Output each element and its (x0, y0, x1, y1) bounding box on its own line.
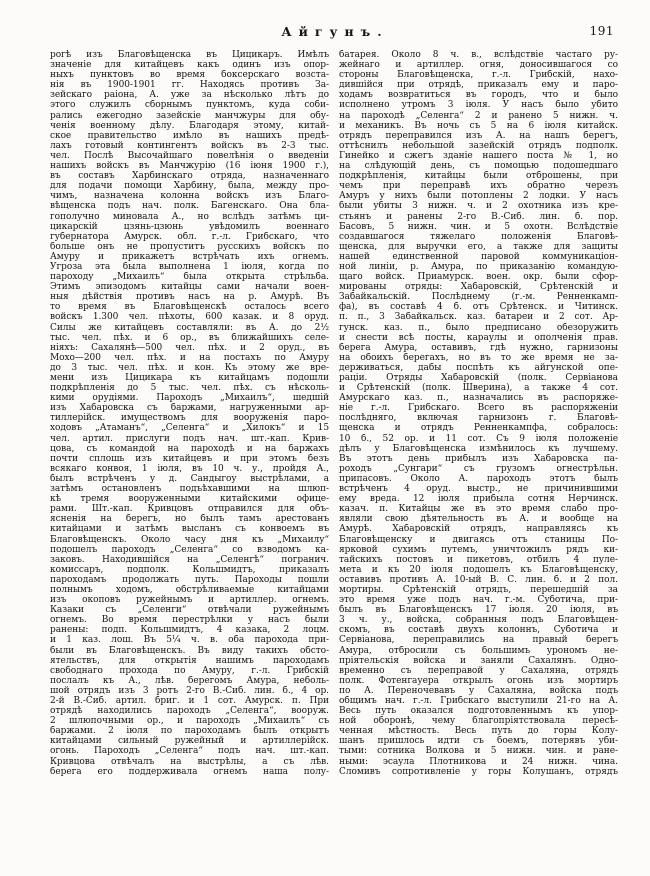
text-line: берега его поддерживала огнемъ наша полу- (50, 766, 329, 777)
text-line: и 1 каз. лош. Въ 5¼ ч. в. оба парохода при- (50, 635, 329, 646)
text-line: и механикъ. Въ ночь съ 5 на 6 іюля китайск. (339, 120, 618, 131)
text-line: губернатора Амурск. обл. г.-л. Грибскаго, что (50, 231, 329, 242)
text-line: держиваться, дабы поспѣть къ айгунской опе- (339, 362, 618, 373)
text-line: тиллерійск. имуществомъ для вооруженія паро- (50, 413, 329, 424)
text-line: подкрѣпленія до 5 тыс. чел. пѣх. съ нѣсколь- (50, 383, 329, 394)
text-line: цикарскій цзянь-цзюнь увѣдомилъ военнаго (50, 221, 329, 232)
text-line: ныя дѣйствія противъ насъ на р. Амурѣ. Въ (50, 292, 329, 303)
text-line: были въ Благовѣщенскъ. Въ виду такихъ обсто- (50, 645, 329, 656)
text-line: ной линіи, р. Амура, по приказанію командую- (339, 261, 618, 272)
text-line: войскъ 1.300 чел. пѣхоты, 600 казак. и 8 оруд. (50, 312, 329, 323)
text-line: и снести всѣ посты, караулы и ополченія прав. (339, 332, 618, 343)
text-line: Угроза эта была выполнена 1 іюля, когда по (50, 261, 329, 272)
text-line: заковъ. Находившійся на „Селенгѣ“ погранич. (50, 554, 329, 565)
book-page (0, 24, 650, 876)
text-line: свободнаго прохода по Амуру, г.-л. Грибскій (50, 665, 329, 676)
text-line: Амуръ у нихъ были потоплены 2 лодки. У насъ (339, 191, 618, 202)
text-line: зейскаго раіона, А. уже за нѣсколько лѣтъ до (50, 90, 329, 101)
article-text (50, 50, 618, 777)
text-line: ему вреда. 12 іюля прибыла сотня Нерчинск. (339, 494, 618, 505)
text-line: лахъ готовый контингентъ войскъ въ 2-3 тыс. (50, 140, 329, 151)
text-line: мированы отряды: Хабаровскій, Срѣтенскій и (339, 282, 618, 293)
text-line: кими орудіями. Пароходъ „Михаилъ“, шедшій (50, 393, 329, 404)
text-line: 2 шлюпочными ор., и пароходъ „Михаилъ“ съ (50, 716, 329, 727)
text-line: создавшагося тяжелаго положенія Благовѣ- (339, 231, 618, 242)
text-line: ское правительство имѣло въ нашихъ предѣ- (50, 130, 329, 141)
text-line: временно съ переправой у Сахаляна, отрядъ (339, 665, 618, 676)
text-line: больше онъ не пропуститъ русскихъ войскъ по (50, 241, 329, 252)
text-line: общимъ нач. г.-л. Грибскаго выступили 21-го на А. (339, 696, 618, 706)
text-line: по А. Переночевавъ у Сахаляна, войска подъ (339, 685, 618, 696)
text-line: щенска, для выручки его, а также для защиты (339, 241, 618, 252)
text-line: былъ въ Благовѣщенскъ 17 іюля. 20 іюля, въ (339, 605, 618, 616)
text-line: почти сплошь изъ китайцевъ и при этомъ безъ (50, 453, 329, 464)
text-line: китайцами и затѣмъ высланъ съ конвоемъ въ (50, 524, 329, 535)
text-line: исполнено утромъ 3 іюля. У насъ было убито (339, 100, 618, 111)
text-line: это время уже подъ нач. г.-м. Суботича, при- (339, 595, 618, 606)
text-line: комиссаръ, подполк. Кольшмидтъ, приказалъ (50, 564, 329, 575)
text-line: стороны Благовѣщенска, г.-л. Грибскій, нахо- (339, 70, 618, 81)
text-line: баржами. 2 іюля по пароходамъ былъ открытъ (50, 726, 329, 737)
text-line: Силы же китайцевъ составляли: въ А. до 2½ (50, 322, 329, 333)
text-line: щаго войск. Приамурск. воен. окр. были сфор- (339, 272, 618, 283)
text-line: въ составъ Харбинскаго отряда, назначеннаго (50, 171, 329, 182)
text-line: ной оборонѣ, чему благопріятствовала пересѣ- (339, 716, 618, 727)
text-line: Казаки съ „Селенги“ отвѣчали ружейнымъ (50, 605, 329, 616)
text-line: пароходамъ продолжать путь. Пароходы пошли (50, 574, 329, 585)
text-line: послалъ къ А., лѣв. берегомъ Амура, неболь- (50, 675, 329, 686)
text-line: дившійся при отрядѣ, приказалъ ему и паро- (339, 80, 618, 91)
text-line: и Срѣтенскій (полк. Шверина), а также 4 сот. (339, 383, 618, 394)
text-line: затѣмъ остановленъ подъѣхавшими на шлюп- (50, 484, 329, 495)
text-line: Амуру и прикажетъ встрѣчать ихъ огнемъ. (50, 251, 329, 262)
page-number: 191 (589, 24, 614, 38)
text-line: этого служилъ сборнымъ пунктомъ, куда соби- (50, 100, 329, 111)
text-line: былъ встрѣченъ у д. Сандыгоу выстрѣлами, а (50, 473, 329, 484)
text-line: 2-й В.-Сиб. артил. бриг. и 1 сот. Амурск. п. При (50, 696, 329, 706)
text-column-right (339, 50, 618, 777)
text-line: отрядѣ находились пароходъ „Селенга“, вооруж. (50, 706, 329, 717)
text-line: Гинейко и сжегъ зданіе нашего поста № 1, но (339, 150, 618, 161)
text-line: ходамъ возвратиться въ городъ, что и было (339, 90, 618, 101)
text-line: шанъ пришлось идти съ боемъ, потерявъ уби- (339, 736, 618, 747)
text-line: встрѣченъ 4 оруд. выстр., не причинившими (339, 484, 618, 495)
text-line: Благовѣщенскъ. Около часу дня къ „Михаилу“ (50, 534, 329, 545)
text-line: стьянъ и ранены 2-го В.-Сиб. лин. б. пор. (339, 211, 618, 222)
text-line: Сервіанова, переправились на правый берегъ (339, 635, 618, 646)
text-line: ныхъ пунктовъ во время боксерскаго возста- (50, 70, 329, 81)
running-title: Айгунъ. (281, 24, 389, 39)
text-line: Забайкальскій. Послѣднему (г.-м. Ренненкамп- (339, 292, 618, 303)
text-line: ранены: подп. Кольшмидтъ, 4 казака, 2 лоцм. (50, 625, 329, 636)
text-line: Басовъ, 5 нижн. чин. и 5 охотн. Вслѣдствіе (339, 221, 618, 232)
text-line: казач. п. Китайцы же въ это время слабо про- (339, 504, 618, 515)
text-line: жейнаго и артиллер. огня, доносившагося со (339, 60, 618, 71)
text-line: нашей единственной паровой коммуникаціон- (339, 251, 618, 262)
page-header (50, 24, 620, 39)
text-line: подкрѣпленія, китайцы были отброшены, при (339, 171, 618, 182)
text-line: кѣ тремя вооруженными китайскими офице- (50, 494, 329, 505)
text-line: роходъ „Сунгари“ съ грузомъ огнестрѣльн. (339, 463, 618, 474)
text-line: рогѣ изъ Благовѣщенска въ Цицикаръ. Имѣлъ (50, 50, 329, 60)
text-line: гунск. каз. п., было предписано обезоружить (339, 322, 618, 333)
text-line: были убиты 3 нижн. ч. и 2 охотника изъ кре- (339, 201, 618, 212)
text-line: пароходу „Михаилъ“ была открыта стрѣльба. (50, 272, 329, 283)
text-line: тайскихъ постовъ и пикетовъ, отбилъ 4 пуле- (339, 554, 618, 565)
text-line: являли свою дѣятельность въ А. и вообще на (339, 514, 618, 525)
text-line: берега Амура, оставивъ, гдѣ нужно, гарнизоны (339, 342, 618, 353)
text-line: ярковой сухимъ путемъ, уничтожилъ рядъ ки- (339, 544, 618, 555)
text-line: отрядъ переправился изъ А. на нашъ берегъ, (339, 130, 618, 141)
text-line: припасовъ. Около А. пароходъ этотъ былъ (339, 473, 618, 484)
text-line: полнымъ ходомъ, обстрѣливаемые китайцами (50, 584, 329, 595)
text-line: ными: эсаула Плотникова и 24 нижн. чина. (339, 756, 618, 767)
text-column-left (50, 50, 329, 777)
text-line: Амура, отбросили съ большимъ урономъ не- (339, 645, 618, 656)
text-line: полк. Фотенгауера открылъ огонь изъ мортиръ (339, 675, 618, 686)
text-line: оттѣснилъ небольшой зазейскій отрядъ подполк. (339, 140, 618, 151)
text-line: 3 ч. у., войска, собранныя подъ Благовѣщен- (339, 615, 618, 626)
text-line: ченія военному дѣлу. Благодаря этому, китай- (50, 120, 329, 131)
text-line: ніе г.-л. Грибскаго. Всего въ распоряженіи (339, 403, 618, 414)
text-line: ченная мѣстность. Весь путь до горы Колу- (339, 726, 618, 737)
text-line: 10 б., 52 ор. и 11 сот. Съ 9 іюля положеніе (339, 433, 618, 444)
text-line: п. п., 3 Забайкальск. каз. батареи и 2 сот. Ар- (339, 312, 618, 323)
text-line: мени изъ Цицикара къ китайцамъ подошли (50, 373, 329, 383)
text-line: чемъ при переправѣ ихъ обратно черезъ (339, 181, 618, 192)
text-line: чел. Послѣ Высочайшаго повелѣнія о введеніи (50, 150, 329, 161)
text-line: на обоихъ берегахъ, но въ то же время не за- (339, 352, 618, 363)
text-line: гополучно миновала А., но вслѣдъ затѣмъ ци- (50, 211, 329, 222)
text-line: Мохо—200 чел. пѣх. и на постахъ по Амуру (50, 352, 329, 363)
text-line: фа), въ составѣ 4 б. отъ Срѣтенск. и Читинск. (339, 302, 618, 313)
text-line: цова, съ командой на пароходѣ и на баржахъ (50, 443, 329, 454)
text-line: вѣщенска подъ нач. полк. Багенскаго. Она бла- (50, 201, 329, 212)
text-line: дѣлъ у Благовѣщенска измѣнилось къ лучшему. (339, 443, 618, 454)
text-line: значеніе для китайцевъ какъ одинъ изъ опор- (50, 60, 329, 71)
text-line: рались ежегодно зазейскіе манчжуры для обу- (50, 110, 329, 121)
text-line: мортиры. Срѣтенскій отрядъ, перешедшій за (339, 584, 618, 595)
text-line: для подачи помощи Харбину, была, между про- (50, 181, 329, 192)
text-line: чимъ, назначена колонна войскъ изъ Благо- (50, 191, 329, 202)
text-line: нашихъ войскъ въ Манчжурію (16 іюня 1900 г.), (50, 161, 329, 172)
text-line: тыми: сотника Волкова и 5 нижн. чин. и ране- (339, 746, 618, 757)
text-line: чел. артил. прислуги подъ нач. шт.-кап. Крив- (50, 433, 329, 444)
text-line: ясненія на берегъ, но былъ тамъ арестованъ (50, 514, 329, 525)
text-line: тыс. чел. пѣх. и 6 ор., въ ближайшихъ селе- (50, 332, 329, 343)
text-line: Амурскаго каз. п., назначались въ распоряже- (339, 393, 618, 404)
text-line: рами. Шт.-кап. Кривцовъ отправился для объ- (50, 504, 329, 515)
text-line: огнемъ. Во время перестрѣлки у насъ были (50, 615, 329, 626)
text-line: ходовъ „Атаманъ“, „Селенга“ и „Хилокъ“ и 15 (50, 423, 329, 434)
text-line: Амурѣ. Хабаровскій отрядъ, направляясь къ (339, 524, 618, 535)
text-line: шой отрядъ изъ 3 ротъ 2-го В.-Сиб. лин. б., 4 ор. (50, 685, 329, 696)
text-line: китайцами сильный ружейный и артиллерійск. (50, 736, 329, 747)
text-line: ніяхъ: Сахалянѣ—500 чел. пѣх. и 2 оруд., въ (50, 342, 329, 353)
text-line: изъ Хабаровска съ баржами, нагруженными ар- (50, 403, 329, 414)
text-line: Сломивъ сопротивленіе у горы Колушанъ, отрядъ (339, 766, 618, 777)
text-line: мета и къ 20 іюля подошелъ къ Благовѣщенску, (339, 564, 618, 575)
text-line: на слѣдующій день, съ помощью подошедшаго (339, 161, 618, 172)
text-line: Кривцова отвѣчалъ на выстрѣлы, а съ лѣв. (50, 756, 329, 767)
text-line: изъ окоповъ ружейнымъ и артиллер. огнемъ. (50, 595, 329, 606)
text-line: Въ этотъ день прибылъ изъ Хабаровска па- (339, 453, 618, 464)
text-line: всякаго конвоя, 1 іюля, въ 10 ч. у., пройдя А., (50, 463, 329, 474)
text-line: щенска и отрядъ Ренненкампфа, собралось: (339, 423, 618, 434)
text-line: оставивъ противъ А. 10-ый В. С. лин. б. и 2 пол. (339, 574, 618, 585)
text-line: Весь путь оказался подготовленнымъ къ упор- (339, 706, 618, 717)
text-line: батарея. Около 8 ч. в., вслѣдствіе частаго ру- (339, 50, 618, 60)
text-line: подошелъ пароходъ „Селенга“ со взводомъ ка- (50, 544, 329, 555)
text-line: Благовѣщенску и двигаясь отъ станицы По- (339, 534, 618, 545)
text-line: ятельствъ, для открытія нашимъ пароходамъ (50, 655, 329, 666)
text-line: послѣдняго, включая гарнизонъ г. Благовѣ- (339, 413, 618, 424)
text-line: до 3 тыс. чел. пѣх. и кон. Къ этому же вре- (50, 362, 329, 373)
text-line: раціи. Отряды Хабаровскій (полк. Сервіанова (339, 373, 618, 383)
text-line: пріятельскія войска и заняли Сахалянъ. Одно- (339, 655, 618, 666)
text-line: на пароходѣ „Селенга“ 2 и ранено 5 нижн. ч. (339, 110, 618, 121)
text-line: скомъ, въ составѣ двухъ колоннъ, Суботича и (339, 625, 618, 636)
text-line: то время въ Благовѣщенскѣ осталось всего (50, 302, 329, 313)
text-line: огонь. Пароходъ „Селенга“ подъ нач. шт.-кап. (50, 746, 329, 757)
text-line: Этимъ эпизодомъ китайцы сами начали воен- (50, 282, 329, 293)
text-line: нія въ 1900-1901 гг. Находясь противъ За- (50, 80, 329, 91)
